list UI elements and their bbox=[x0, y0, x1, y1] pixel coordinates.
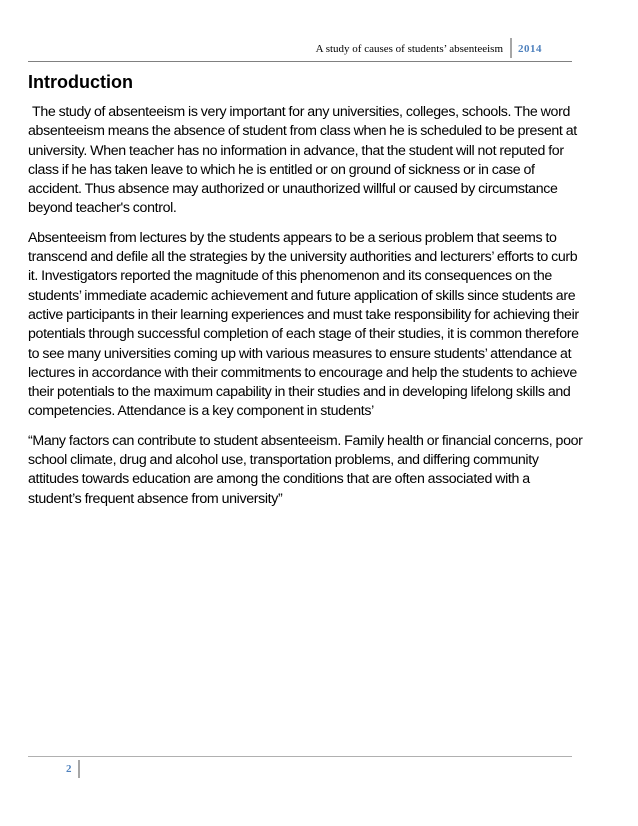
header-separator bbox=[510, 38, 512, 58]
page-number: 2 bbox=[66, 763, 72, 775]
header-year: 2014 bbox=[518, 43, 542, 55]
paragraph-3: “Many factors can contribute to student absenteeism. Family health or financial concerns, poor school climate, drug and alcohol use, transportation problems, and differing community attitudes towards education are among the conditions that are often associated with a student’s frequent absence from university” bbox=[28, 432, 583, 507]
header-rule bbox=[28, 61, 572, 62]
section-heading: Introduction bbox=[28, 72, 133, 92]
paragraph-1: The study of absenteeism is very important for any universities, colleges, schools. The word absenteeism means the absence of student from class when he is scheduled to be present at university. When teacher has no information in advance, that the student will not reputed for class if he has taken leave to which he is entitled or on ground of sickness or in case of accident. Thus absence may authorized or unauthorized willful or caused by circumstance beyond teacher's control. bbox=[28, 104, 577, 217]
page-footer bbox=[66, 760, 80, 780]
footer-separator bbox=[78, 760, 80, 778]
header-title: A study of causes of students’ absenteeism bbox=[315, 43, 503, 55]
paragraph-2: Absenteeism from lectures by the students appears to be a serious problem that seems to transcend and defile all the strategies by the university authorities and lecturers’ efforts to curb it. Investigators reported the magnitude of this phenomenon and its consequences on the students’ immediate academic achievement and future application of skills since students are active participants in their learning experiences and must take responsibility for achieving their potentials through successful completion of each stage of their studies, it is common therefore to see many universities coming up with various measures to ensure students’ attendance at lectures in accordance with their commitments to encourage and help the students to achieve their potentials to the maximum capability in their studies and in developing lifelong skills and competencies. Attendance is a key component in students’ bbox=[28, 229, 579, 420]
page-body bbox=[28, 70, 583, 519]
page-header bbox=[316, 38, 542, 58]
footer-rule bbox=[28, 756, 572, 757]
